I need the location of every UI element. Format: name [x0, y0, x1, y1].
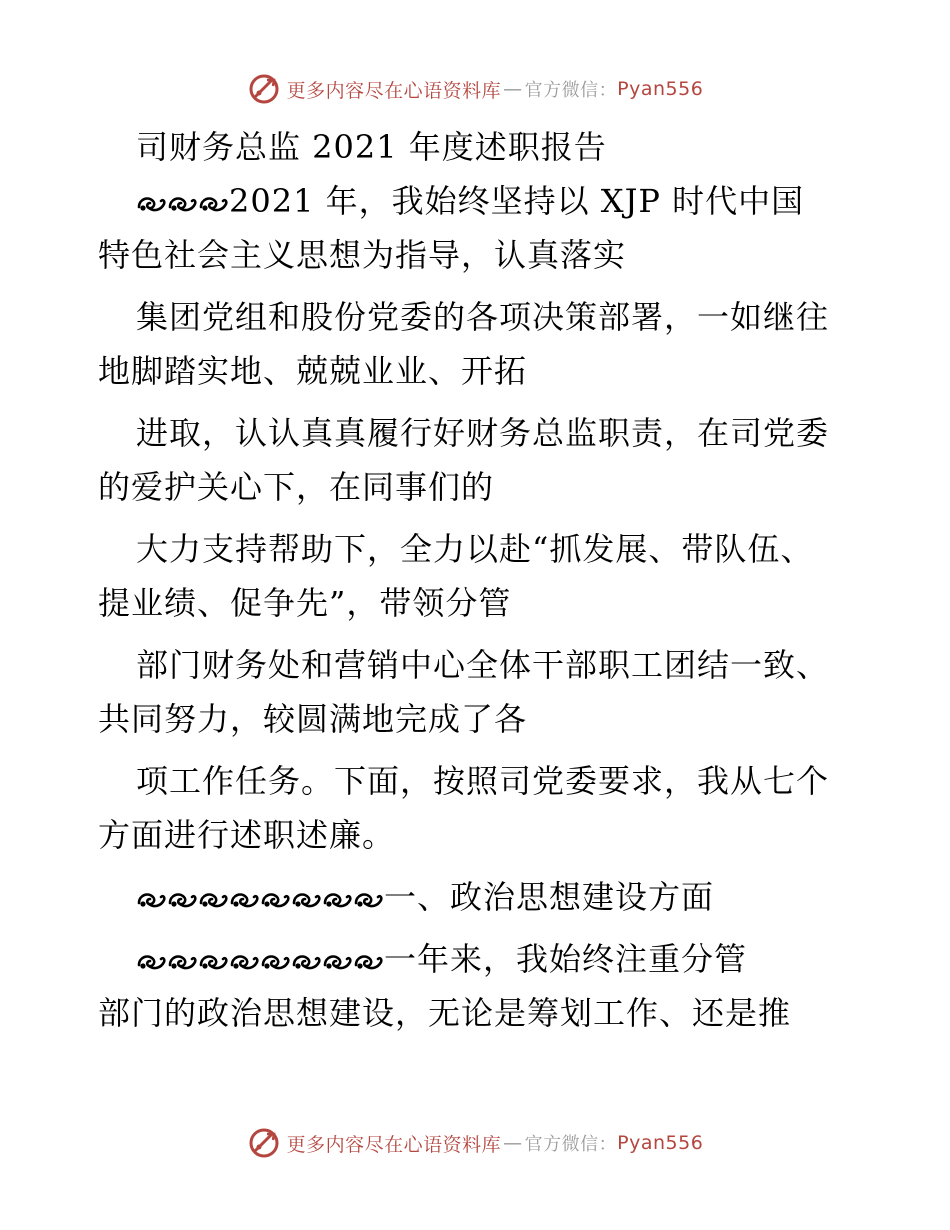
paragraph-line: 特色社会主义思想为指导，认真落实: [98, 236, 627, 274]
paragraph-line: 集团党组和股份党委的各项决策部署，一如继往: [136, 298, 830, 336]
ornament-icon: [136, 951, 166, 973]
watermark-wechat-id: Pyan556: [617, 1132, 704, 1154]
watermark-wechat-id: Pyan556: [617, 78, 704, 100]
watermark-header: [0, 72, 950, 106]
paragraph-line: 地脚踏实地、兢兢业业、开拓: [98, 352, 528, 390]
watermark-wechat-label: 官方微信：: [524, 1134, 618, 1155]
paragraph-line: 一年来，我始终注重分管: [98, 932, 858, 986]
ornament-icon: [260, 889, 290, 911]
ornament-icon: [167, 889, 197, 911]
paragraph-line: 方面进行述职述廉。: [98, 816, 396, 854]
ornament-icon: [322, 889, 352, 911]
paragraph-line: 的爱护关心下，在同事们的: [98, 468, 495, 506]
ornament-icon: [198, 193, 228, 215]
ornament-icon: [136, 193, 166, 215]
brand-logo-icon: [247, 1126, 281, 1160]
paragraph-line: 部门财务处和营销中心全体干部职工团结一致、: [136, 646, 830, 684]
watermark-separator: —: [503, 78, 523, 100]
ornament-icon: [198, 951, 228, 973]
ornament-icon: [136, 889, 166, 911]
ornament-icon: [353, 889, 383, 911]
watermark-wechat-label: 官方微信：: [524, 80, 618, 101]
paragraph-line: 大力支持帮助下，全力以赴“抓发展、带队伍、: [136, 530, 814, 568]
brand-logo-icon: [247, 72, 281, 106]
document-title: 司财务总监 2021 年度述职报告: [136, 128, 607, 166]
ornament-icon: [167, 193, 197, 215]
watermark-separator: —: [503, 1132, 523, 1154]
paragraph-line: 进取，认认真真履行好财务总监职责，在司党委: [136, 414, 830, 452]
ornament-icon: [322, 951, 352, 973]
ornament-icon: [167, 951, 197, 973]
paragraph-line: 共同努力，较圆满地完成了各: [98, 700, 528, 738]
paragraph-line: 提业绩、促争先”，带领分管: [98, 584, 512, 622]
ornament-icon: [229, 889, 259, 911]
watermark-text: 更多内容尽在心语资料库: [286, 79, 502, 102]
document-body: [98, 120, 858, 1040]
ornament-icon: [260, 951, 290, 973]
watermark-footer: [0, 1126, 950, 1160]
watermark-text: 更多内容尽在心语资料库: [286, 1133, 502, 1156]
ornament-icon: [229, 951, 259, 973]
paragraph-line: 2021 年，我始终坚持以 XJP 时代中国: [98, 174, 858, 228]
ornament-icon: [353, 951, 383, 973]
paragraph-line: 项工作任务。下面，按照司党委要求，我从七个: [136, 762, 830, 800]
ornament-icon: [291, 951, 321, 973]
ornament-icon: [291, 889, 321, 911]
section-heading: 一、政治思想建设方面: [98, 870, 858, 924]
ornament-icon: [198, 889, 228, 911]
paragraph-line: 部门的政治思想建设，无论是筹划工作、还是推: [98, 994, 792, 1032]
